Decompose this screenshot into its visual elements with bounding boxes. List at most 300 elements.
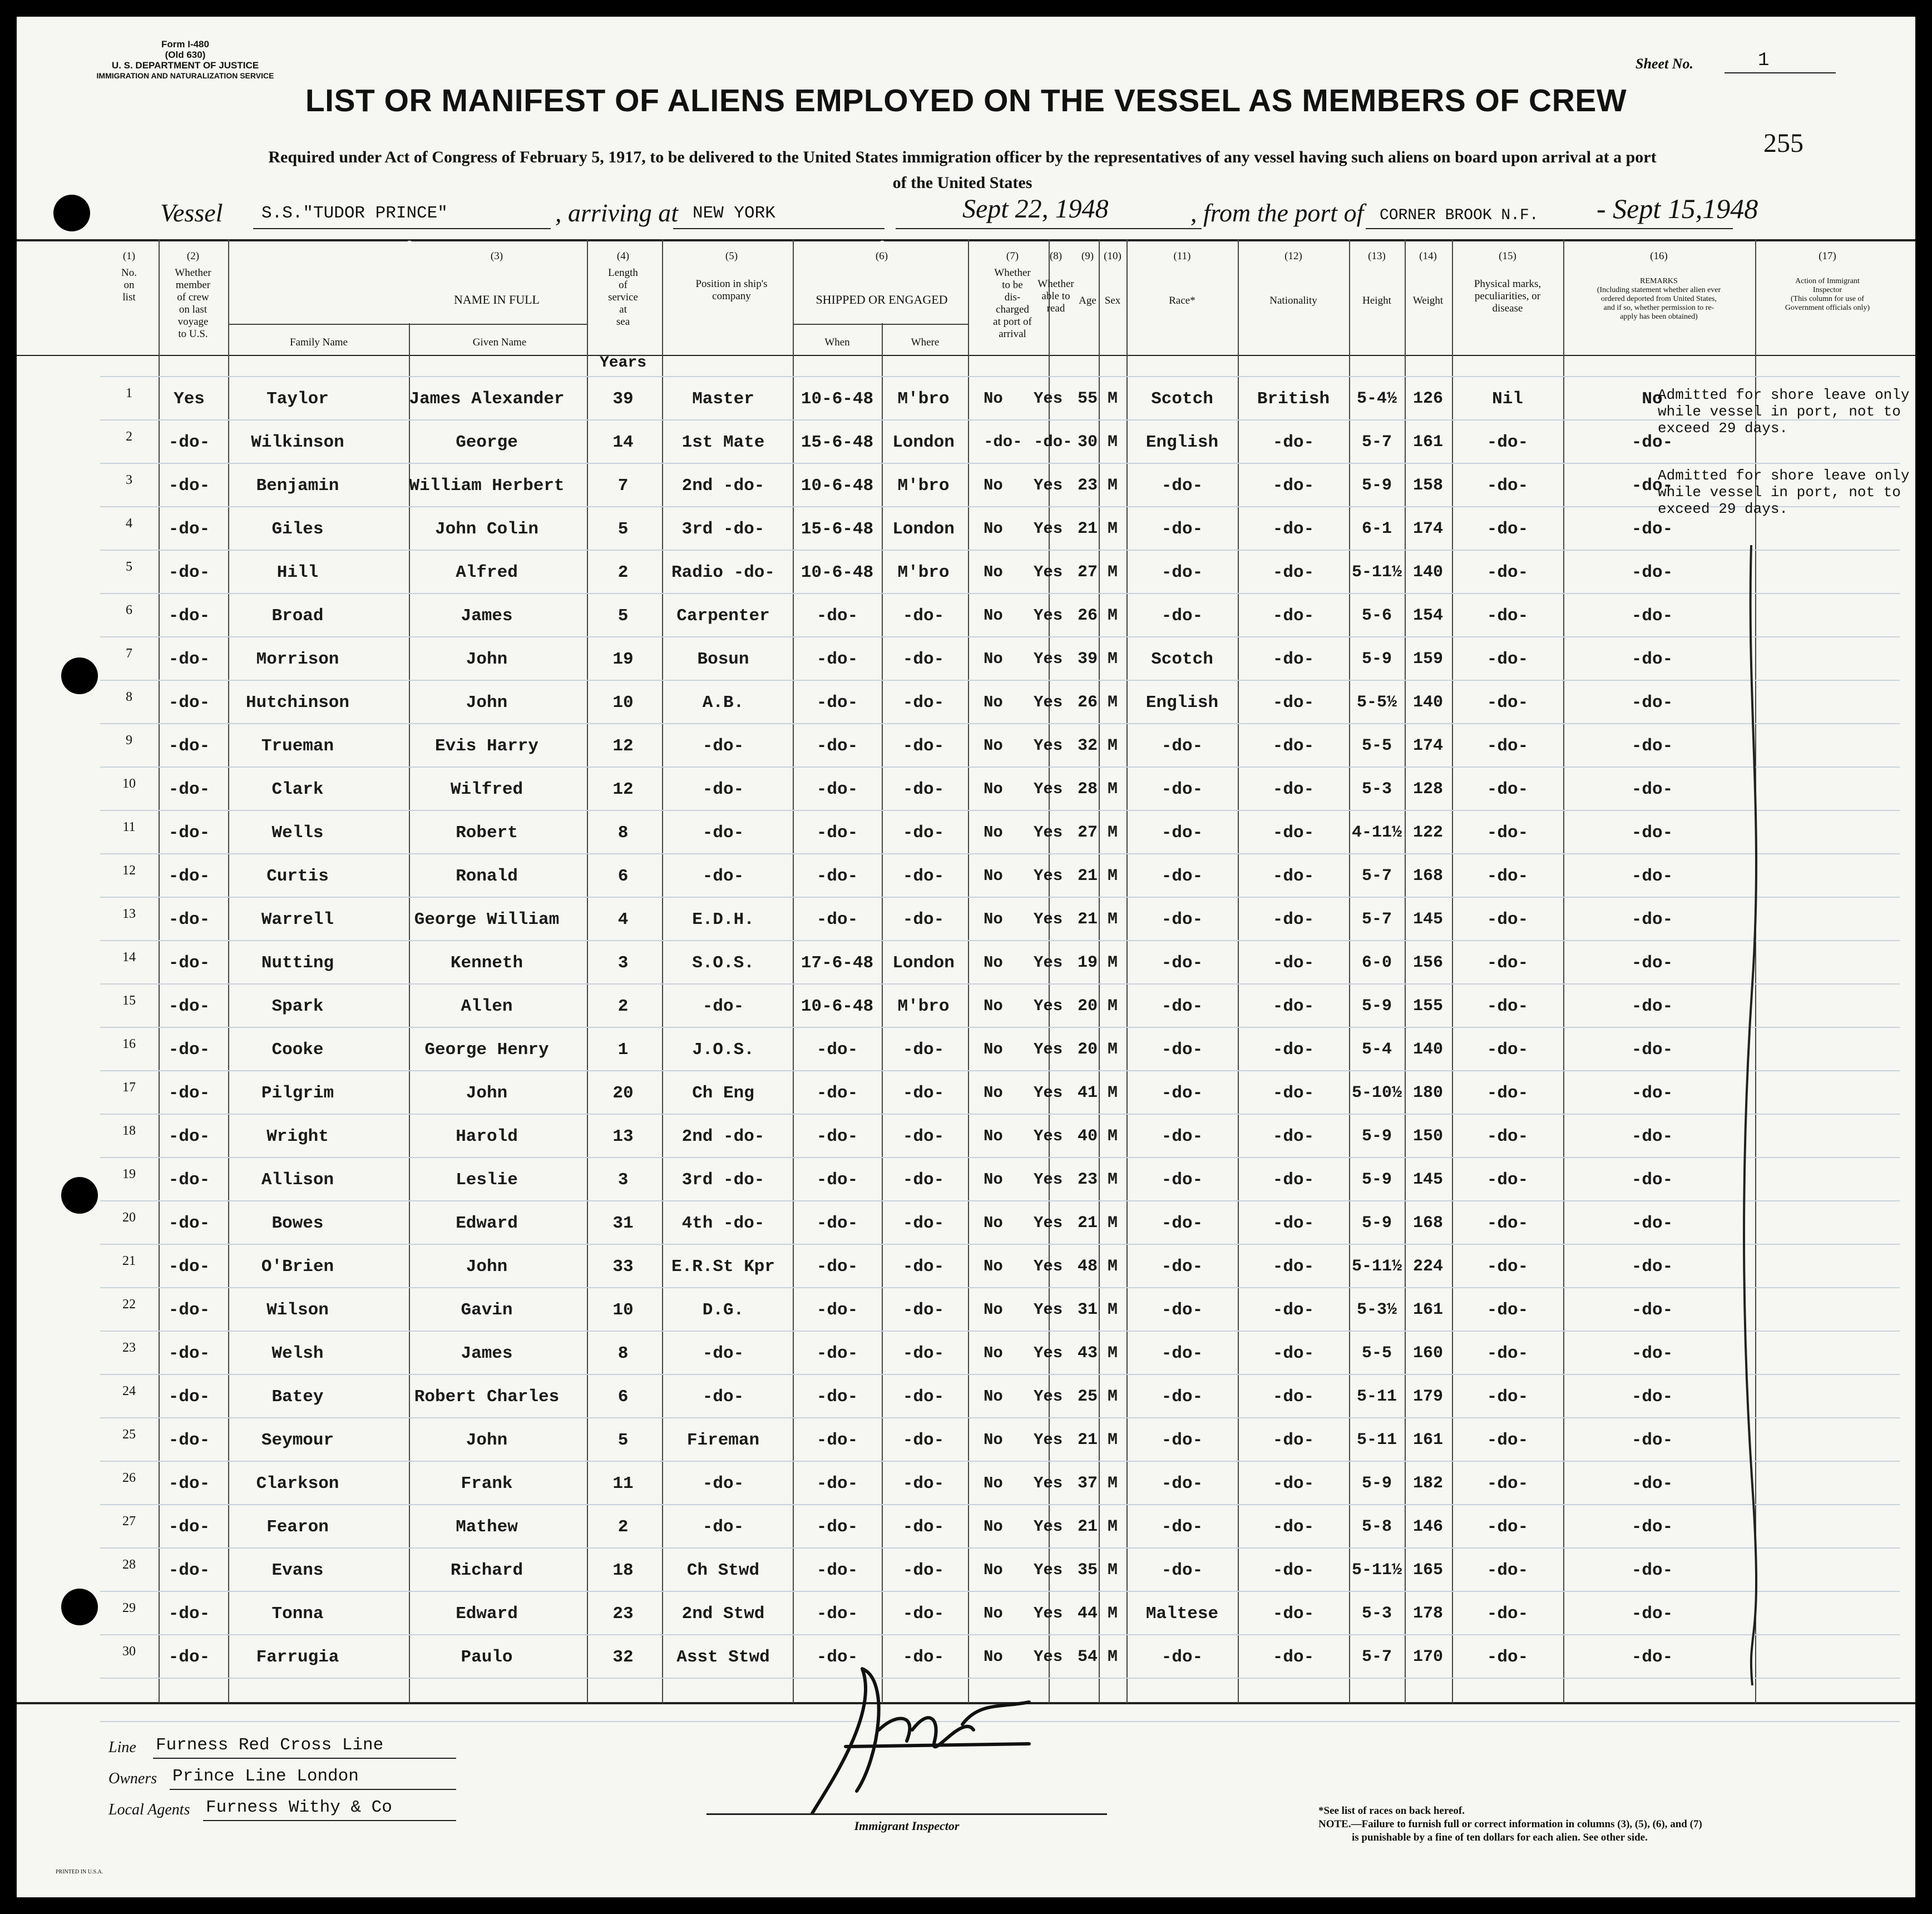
cell-nationality: -do- [1272,1170,1315,1190]
column-header: Age [1079,295,1096,306]
cell-given: Gavin [461,1300,513,1320]
cell-discharged: No [984,1170,1003,1189]
column-subheader: When [824,337,850,348]
cell-remarks: -do- [1631,1040,1673,1060]
cell-discharged: No [984,910,1003,928]
cell-where: M'bro [897,389,950,409]
row-rule [100,1200,1900,1201]
cell-nationality: -do- [1272,736,1315,756]
cell-marks: -do- [1486,693,1529,713]
column-number: (3) [490,250,503,262]
row-rule [100,1287,1900,1288]
cell-read: Yes [1034,997,1063,1015]
cell-discharged: No [984,997,1003,1015]
cell-marks: -do- [1486,606,1529,626]
cell-family: Morrison [256,650,339,669]
cell-when: -do- [816,736,858,756]
column-subheader: Given Name [472,337,527,348]
cell-remarks: -do- [1631,606,1673,626]
row-rule [100,897,1900,898]
departure-port: CORNER BROOK N.F. [1380,207,1539,224]
cell-marks: -do- [1486,433,1529,452]
cell-position: Fireman [686,1431,760,1450]
row-number: 13 [122,907,136,921]
column-header: Whether able to read [1037,278,1074,314]
row-rule [100,1634,1900,1635]
cell-weight: 155 [1412,997,1444,1016]
cell-prev: -do- [168,433,210,452]
cell-prev: -do- [168,953,210,973]
cell-family: Warrell [261,910,334,929]
cell-family: Evans [271,1561,324,1580]
column-number: (11) [1173,250,1191,262]
column-header: Position in ship's company [695,278,768,302]
cell-height: 5-3 [1361,780,1392,799]
cell-read: Yes [1034,476,1063,494]
cell-where: -do- [902,1170,945,1190]
cell-nationality: -do- [1272,1127,1315,1146]
cell-height: 5-10½ [1351,1084,1402,1102]
cell-when: -do- [816,1127,858,1146]
cell-discharged: No [984,1517,1003,1536]
cell-position: -do- [702,780,744,799]
signature-line [706,1813,1107,1815]
cell-marks: -do- [1486,1214,1529,1233]
row-number: 24 [122,1384,136,1398]
row-number: 29 [122,1601,136,1615]
cell-age: 23 [1077,1170,1098,1189]
cell-position: Ch Eng [692,1084,754,1103]
row-number: 9 [126,733,132,748]
from-port-label: , from the port of [1190,199,1364,227]
cell-age: 40 [1077,1127,1098,1146]
row-number: 20 [122,1210,136,1225]
cell-given: Leslie [456,1170,518,1190]
row-rule [100,1504,1900,1505]
cell-given: Robert [456,823,518,843]
remarks-bracket-line [1730,540,1775,1697]
cell-race: -do- [1161,1127,1203,1146]
cell-family: Curtis [266,867,329,886]
column-header: Race* [1169,295,1195,306]
row-number: 27 [122,1514,136,1529]
cell-when: -do- [816,1431,858,1450]
form-old-number: (Old 630) [165,50,206,60]
cell-where: -do- [902,736,945,756]
cell-sex: M [1107,1127,1118,1146]
cell-given: George [456,433,518,452]
cell-prev: -do- [168,867,210,886]
cell-family: Fearon [266,1517,329,1537]
cell-height: 5-8 [1361,1517,1392,1536]
cell-remarks: -do- [1631,780,1673,799]
page-number: 255 [1763,128,1803,158]
cell-discharged: No [984,389,1003,408]
cell-weight: 174 [1412,736,1444,755]
cell-service: 10 [612,693,634,713]
cell-where: -do- [902,867,945,886]
cell-remarks: -do- [1631,1648,1673,1667]
row-rule [100,1114,1900,1115]
cell-where: -do- [902,1300,945,1320]
cell-position: Carpenter [676,606,770,626]
cell-prev: -do- [168,1517,210,1537]
row-rule [100,1244,1900,1245]
cell-remarks: -do- [1631,910,1673,929]
cell-when: -do- [816,1214,858,1233]
cell-sex: M [1107,1170,1118,1189]
cell-service: 5 [617,520,629,539]
cell-race: -do- [1161,1257,1203,1277]
cell-race: -do- [1161,997,1203,1016]
cell-nationality: -do- [1272,520,1315,539]
column-header: Weight [1412,295,1444,306]
cell-weight: 122 [1412,823,1444,842]
cell-discharged: No [984,693,1003,711]
cell-sex: M [1107,433,1118,452]
cell-sex: M [1107,1474,1118,1493]
cell-sex: M [1107,1257,1118,1276]
manifest-title: LIST OR MANIFEST OF ALIENS EMPLOYED ON THE VESSEL AS MEMBERS OF CREW [305,83,1627,118]
cell-service: 2 [617,563,629,582]
form-service: IMMIGRATION AND NATURALIZATION SERVICE [96,71,274,80]
cell-given: George Henry [424,1040,549,1060]
cell-when: -do- [816,606,858,626]
cell-race: -do- [1161,910,1203,929]
row-number: 17 [122,1080,136,1095]
cell-marks: -do- [1486,1648,1529,1667]
cell-remarks: -do- [1631,867,1673,886]
cell-age: 26 [1077,606,1098,625]
date-underline [896,228,1202,229]
cell-nationality: -do- [1272,867,1315,886]
cell-weight: 180 [1412,1084,1444,1102]
cell-sex: M [1107,823,1118,842]
cell-remarks: -do- [1631,433,1673,452]
cell-remarks: -do- [1631,823,1673,843]
cell-discharged: No [984,1300,1003,1319]
cell-when: -do- [816,1257,858,1277]
column-divider [1452,239,1453,1703]
column-number: (14) [1419,250,1437,262]
cell-age: 41 [1077,1084,1098,1102]
cell-position: Asst Stwd [676,1648,770,1667]
cell-weight: 154 [1412,606,1444,625]
cell-when: 10-6-48 [801,389,874,409]
cell-prev: -do- [168,1214,210,1233]
cell-nationality: -do- [1272,1344,1315,1363]
cell-height: 5-9 [1361,476,1392,495]
cell-given: Alfred [456,563,518,582]
cell-remarks: -do- [1631,693,1673,713]
row-rule [100,1331,1900,1332]
cell-marks: -do- [1486,563,1529,582]
arriving-underline [673,228,885,229]
cell-family: O'Brien [261,1257,334,1277]
cell-remarks: -do- [1631,1431,1673,1450]
cell-age: 20 [1077,1040,1098,1059]
cell-discharged: No [984,563,1003,581]
cell-position: D.G. [702,1300,744,1320]
column-subheader: Where [911,337,940,348]
punch-hole [53,195,90,231]
column-header: Length of service at sea [608,267,638,328]
sheet-number-line [1725,72,1836,73]
subtitle-line-1: Required under Act of Congress of February 5, 1917, to be delivered to the United States immigration officer by the representatives of any vessel having such aliens on board upon arrival at a port [268,148,1657,166]
cell-service: 5 [617,606,629,626]
column-divider [1238,239,1239,1703]
cell-remarks: -do- [1631,1604,1673,1624]
arrival-date: Sept 22, 1948 [962,194,1109,224]
cell-age: 21 [1077,1431,1098,1450]
cell-age: 35 [1077,1561,1098,1580]
cell-prev: -do- [168,1300,210,1320]
cell-weight: 165 [1412,1561,1444,1580]
cell-sex: M [1107,736,1118,755]
cell-age: 25 [1077,1387,1098,1406]
immigrant-inspector-caption: Immigrant Inspector [854,1819,960,1833]
cell-family: Clarkson [256,1474,339,1493]
row-number: 4 [126,516,132,531]
cell-where: -do- [902,1214,945,1233]
cell-family: Nutting [261,953,334,973]
cell-given: Mathew [456,1517,518,1537]
column-subheader: Family Name [290,337,348,348]
subtitle-line-2: of the United States [892,174,1032,192]
cell-race: -do- [1161,1300,1203,1320]
cell-given: William Herbert [409,476,565,496]
cell-prev: -do- [168,693,210,713]
column-header: Height [1362,295,1391,306]
cell-family: Bowes [271,1214,324,1233]
footnote-races: *See list of races on back hereof. [1318,1805,1465,1817]
cell-service: 3 [617,953,629,973]
cell-where: -do- [902,1648,945,1667]
cell-nationality: -do- [1272,433,1315,452]
cell-read: Yes [1034,867,1063,885]
cell-weight: 158 [1412,476,1444,495]
cell-height: 5-11 [1356,1387,1397,1406]
cell-when: -do- [816,1648,858,1667]
column-number: (5) [725,250,738,262]
cell-nationality: -do- [1272,1084,1315,1103]
column-number: (7) [1006,250,1019,262]
column-header: Nationality [1269,295,1317,306]
cell-given: Richard [450,1561,523,1580]
cell-where: -do- [902,1127,945,1146]
column-divider [793,239,794,1703]
cell-sex: M [1107,1040,1118,1059]
row-rule [100,463,1900,464]
cell-weight: 140 [1412,563,1444,582]
cell-weight: 168 [1412,1214,1444,1233]
cell-read: Yes [1034,520,1063,538]
cell-height: 5-4½ [1356,389,1397,408]
cell-position: -do- [702,997,744,1016]
cell-marks: -do- [1486,1300,1529,1320]
cell-when: -do- [816,1474,858,1493]
cell-prev: -do- [168,1474,210,1493]
cell-service: 20 [612,1084,634,1103]
cell-position: -do- [702,1517,744,1537]
cell-sex: M [1107,997,1118,1016]
cell-race: -do- [1161,1474,1203,1493]
cell-prev: -do- [168,563,210,582]
local-agents-value: Furness Withy & Co [206,1798,392,1817]
cell-age: 32 [1077,736,1098,755]
cell-family: Benjamin [256,476,339,496]
cell-height: 5-9 [1361,1474,1392,1493]
form-id-block [93,39,277,81]
column-divider [1126,239,1128,1703]
cell-marks: -do- [1486,823,1529,843]
cell-service: 12 [612,780,634,799]
column-divider [662,239,663,1703]
cell-discharged: No [984,1084,1003,1102]
cell-height: 5-9 [1361,650,1392,669]
cell-age: 30 [1077,433,1098,452]
cell-service: 2 [617,1517,629,1537]
cell-height: 5-7 [1361,867,1392,886]
cell-given: John Colin [434,520,539,539]
cell-remarks: -do- [1631,476,1673,496]
cell-position: Bosun [697,650,749,669]
row-number: 28 [122,1557,136,1572]
cell-service: 23 [612,1604,634,1624]
cell-where: -do- [902,910,945,929]
cell-sex: M [1107,1604,1118,1623]
inspector-signature [795,1646,1046,1824]
cell-family: Wells [271,823,324,843]
cell-where: -do- [902,1084,945,1103]
cell-service: 18 [612,1561,634,1580]
printer-mark: PRINTED IN U.S.A. [56,1869,103,1875]
cell-weight: 140 [1412,693,1444,712]
cell-position: A.B. [702,693,744,713]
row-number: 11 [122,820,136,834]
row-number: 10 [122,777,136,791]
cell-sex: M [1107,1431,1118,1450]
cell-read: Yes [1034,1300,1063,1319]
vessel-name: S.S."TUDOR PRINCE" [261,204,448,223]
cell-read: Yes [1034,780,1063,798]
cell-sex: M [1107,1561,1118,1580]
sheet-number-value: 1 [1758,50,1770,71]
cell-when: -do- [816,780,858,799]
cell-position: 3rd -do- [681,520,765,539]
cell-when: 10-6-48 [801,563,874,582]
cell-read: Yes [1034,1344,1063,1362]
cell-sex: M [1107,910,1118,929]
column-number: (13) [1368,250,1386,262]
cell-position: -do- [702,1344,744,1363]
subtitle [156,145,1769,196]
cell-where: -do- [902,1561,945,1580]
cell-service: 12 [612,736,634,756]
cell-read: Yes [1034,1170,1063,1189]
cell-age: 44 [1077,1604,1098,1623]
cell-prev: -do- [168,476,210,496]
column-number: (9) [1081,250,1094,262]
column-header: REMARKS (Including statement whether alien ever ordered deported from United States, and if so, whether permission to re- apply has been obtained) [1597,277,1721,321]
owners-value: Prince Line London [172,1767,359,1786]
cell-where: -do- [902,1517,945,1537]
cell-given: James [461,1344,513,1363]
cell-nationality: -do- [1272,997,1315,1016]
column-header: Physical marks, peculiarities, or disease [1474,278,1541,314]
cell-where: -do- [902,693,945,713]
column-divider [587,239,588,1703]
cell-read: Yes [1034,1604,1063,1623]
cell-service: 13 [612,1127,634,1146]
cell-read: Yes [1034,1127,1063,1145]
cell-when: -do- [816,1517,858,1537]
cell-weight: 224 [1412,1257,1444,1276]
cell-height: 6-1 [1361,520,1392,538]
cell-prev: -do- [168,1431,210,1450]
cell-family: Broad [271,606,324,626]
cell-age: 54 [1077,1648,1098,1666]
cell-nationality: -do- [1272,823,1315,843]
cell-weight: 145 [1412,1170,1444,1189]
cell-age: 21 [1077,1517,1098,1536]
cell-where: -do- [902,1387,945,1407]
cell-where: London [892,953,955,973]
cell-when: -do- [816,1604,858,1624]
cell-sex: M [1107,953,1118,972]
cell-race: -do- [1161,1561,1203,1580]
row-rule [100,506,1900,507]
cell-discharged: No [984,1474,1003,1492]
cell-prev: -do- [168,1604,210,1624]
cell-sex: M [1107,1344,1118,1363]
row-number: 5 [126,560,132,574]
cell-read: Yes [1034,953,1063,972]
cell-height: 5-11½ [1351,1257,1402,1276]
cell-given: Evis Harry [434,736,539,756]
cell-race: -do- [1161,1084,1203,1103]
cell-given: James [461,606,513,626]
cell-weight: 170 [1412,1648,1444,1666]
cell-weight: 182 [1412,1474,1444,1493]
cell-sex: M [1107,780,1118,799]
cell-age: 31 [1077,1300,1098,1319]
cell-remarks: -do- [1631,1214,1673,1233]
cell-prev: -do- [168,520,210,539]
manifest-page [17,17,1915,1897]
cell-height: 5-3½ [1356,1300,1397,1319]
cell-weight: 161 [1412,1431,1444,1450]
cell-race: -do- [1161,780,1203,799]
cell-marks: -do- [1486,1170,1529,1190]
cell-nationality: -do- [1272,1040,1315,1060]
cell-family: Seymour [261,1431,334,1450]
cell-weight: 174 [1412,520,1444,538]
cell-height: 5-7 [1361,433,1392,452]
row-number: 14 [122,950,136,965]
cell-read: Yes [1034,1517,1063,1536]
cell-discharged: No [984,1040,1003,1059]
cell-race: Scotch [1151,650,1213,669]
cell-race: English [1145,433,1219,452]
cell-position: -do- [702,736,744,756]
cell-nationality: -do- [1272,1387,1315,1407]
cell-age: 19 [1077,953,1098,972]
cell-discharged: No [984,606,1003,625]
cell-sex: M [1107,1300,1118,1319]
cell-race: -do- [1161,953,1203,973]
cell-marks: -do- [1486,1040,1529,1060]
